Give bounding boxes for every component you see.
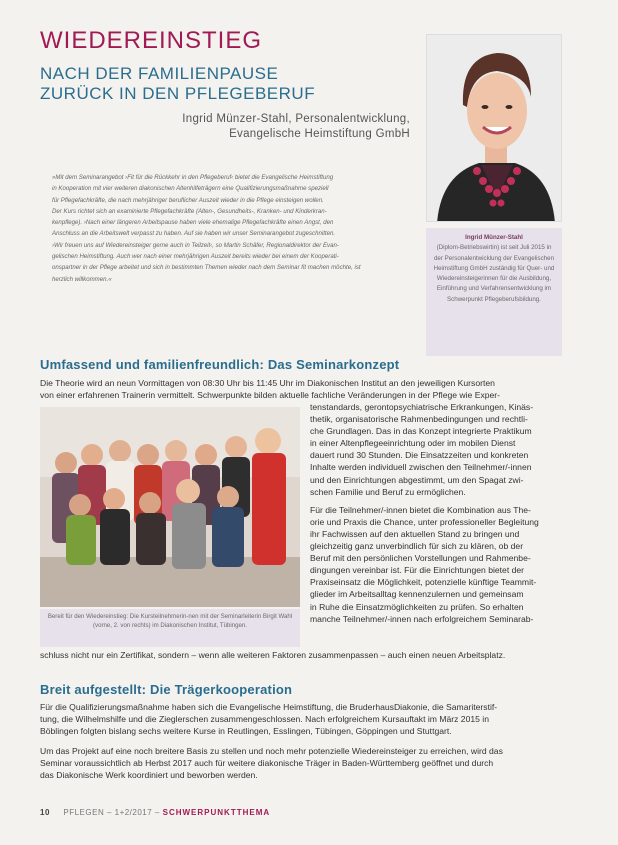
subtitle-line-1: NACH DER FAMILIENPAUSE (40, 64, 279, 83)
page-subtitle (40, 64, 315, 104)
page-title: WIEDEREINSTIEG (40, 27, 263, 54)
body-line: Die Theorie wird an neun Vormittagen von 08:30 Uhr bis 11:45 Uhr im Diakonischen Institut an den jeweiligen Kursorten (40, 378, 495, 388)
body-line: ihr Fachwissen auf den aktuellen Stand zu bringen und (310, 528, 520, 539)
body-line: schen Familie und Beruf zu ermöglichen. (310, 486, 466, 497)
body-line: und den Einrichtungen abgestimmt, um den Spagat zwi- (310, 474, 524, 485)
body-line: dingungen vereinbar ist. Für die Einrichtungen bietet der (310, 565, 525, 576)
body-line: dauert rund 30 Stunden. Die Einsatzzeiten und konkreten (310, 450, 529, 461)
body-line: che Grundlagen. Das in das Konzept integrierte Praktikum (310, 426, 532, 437)
byline-line-1: Ingrid Münzer-Stahl, Personalentwicklung, (182, 113, 410, 125)
section-heading-seminarkonzept: Umfassend und familienfreundlich: Das Seminarkonzept (40, 357, 400, 372)
body-line: Böblingen folgten bislang sechs weitere Kurse in Reutlingen, Esslingen, Tübingen, Göppingen und Stuttgart. (40, 726, 452, 737)
body-line: gleichzeitig ganz unverbindlich für sich zu klären, ob der (310, 541, 524, 552)
intro-line: Der Kurs richtet sich an examinierte Pflegefachkräfte (Alten-, Gesundheits-, Kranken- und Kinderkran- (52, 207, 327, 215)
topic-label: SCHWERPUNKTTHEMA (162, 808, 271, 817)
body-line: Für die Teilnehmer/-innen bietet die Kombination aus The- (310, 504, 531, 515)
intro-line: onspartner in der Pflege arbeitet und sich in bestimmten Themen wieder nach dem Seminar fit machen möchte, ist (52, 264, 361, 272)
body-line: thetik, organisatorische Rahmenbedingungen und rechtli- (310, 414, 528, 425)
author-portrait (426, 34, 562, 222)
subtitle-line-2: ZURÜCK IN DEN PFLEGEBERUF (40, 84, 316, 103)
author-byline (90, 112, 410, 142)
caption-author-bio: (Diplom-Betriebswirtin) ist seit Juli 2015 in der Personalentwicklung der Evangelischen Heimstiftung GmbH zuständig für Quer- und Wiedereinsteigerinnen für die Ausbildung, Einführung und Verfahrensentwicklung im Schwerpunkt Pflegeberufsbildung. (433, 244, 555, 303)
group-photo-caption: Bereit für den Wiedereinstieg: Die Kursteilnehmerin-nen mit der Seminarleiterin Birgit Wahl (vorne, 2. von rechts) im Diakonischen Institut, Tübingen. (40, 609, 300, 647)
portrait-image (427, 35, 562, 222)
body-line: Um das Projekt auf eine noch breitere Basis zu stellen und noch mehr potenzielle Wiedereinsteiger zu erreichen, wird das (40, 746, 503, 756)
body-line: glieder im Arbeitsalltag kennenzulernen und gemeinsam (310, 589, 524, 600)
body-line: Praxiseinsatz die Möglichkeit, potenzielle künftige Teammit- (310, 577, 537, 588)
intro-line: kenpflege). ›Nach einer längeren Arbeitspause haben viele ehemalige Pflegefachkräfte einen Angst, den (52, 219, 334, 227)
body-line: in Ruhe die Einsatzmöglichkeiten zu prüfen. So erhalten (310, 601, 524, 612)
body-line: Seminar voraussichtlich ab Herbst 2017 auch für weitere diakonische Träger in Baden-Württemberg geöffnet und durch (40, 758, 494, 769)
caption-author-name: Ingrid Münzer-Stahl (465, 234, 523, 241)
intro-line: in Kooperation mit vier weiteren diakonischen Altenhilfeträgern eine Qualifizierungsmaßnahme speziell (52, 185, 329, 193)
intro-line: herzlich willkommen.« (52, 275, 112, 283)
intro-line: Anschluss an die Arbeitswelt verpasst zu haben. Auf sie haben wir unser Seminarangebot zugeschnitten. (52, 230, 336, 238)
group-photo (40, 407, 300, 607)
body-line: Inhalte werden individuell zwischen den Teilnehmer/-innen (310, 462, 532, 473)
intro-line: gelischen Heimstiftung. Auch wer nach einer mehrjährigen Auszeit bereits wieder bei einem der Kooperati- (52, 253, 339, 261)
intro-paragraph (52, 172, 412, 285)
section-heading-traegerkooperation: Breit aufgestellt: Die Trägerkooperation (40, 682, 293, 697)
issue-label: PFLEGEN – 1+2/2017 – (63, 808, 160, 817)
body-line: in einer Altenpflegeeinrichtung oder im mobilen Dienst (310, 438, 516, 449)
body-line: tenstandards, gerontopsychiatrische Erkrankungen, Kinäs- (310, 402, 534, 412)
body-line: das Diakonische Werk koordiniert und beworben werden. (40, 770, 258, 781)
page-footer (40, 808, 270, 817)
page-number: 10 (40, 808, 50, 817)
body-line: Beruf mit den persönlichen Vorstellungen und Rahmenbe- (310, 553, 531, 564)
section1-right-column (310, 401, 580, 625)
body-line: Für die Qualifizierungsmaßnahme haben sich die Evangelische Heimstiftung, die BruderhausDiakonie, die Samariterstif- (40, 702, 498, 712)
section1-intro-lines (40, 377, 580, 401)
author-caption (426, 228, 562, 356)
body-line: manche Teilnehmer/-innen nach erfolgreichem Seminarab- (310, 613, 534, 624)
byline-line-2: Evangelische Heimstiftung GmbH (229, 128, 410, 140)
body-line: tung, die Wilhelmshilfe und die Zieglerschen zusammengeschlossen. Nach erfolgreichem Kursauftakt im März 2015 in (40, 714, 489, 725)
section2-paragraph-1 (40, 701, 580, 737)
group-photo-image (40, 407, 300, 607)
body-line: von einer erfahrenen Trainerin vermittelt. Schwerpunkte bilden aktuelle fachliche Veränderungen in der Pflege wie Exper- (40, 390, 501, 401)
body-line: orie und Praxis die Chance, unter professioneller Begleitung (310, 516, 539, 527)
section2-paragraph-2 (40, 745, 580, 781)
section1-last-line: schluss nicht nur ein Zertifikat, sondern – wenn alle weiteren Faktoren zusammenpassen – auch einen neuen Arbeitsplatz. (40, 650, 506, 660)
intro-line: ›Wir freuen uns auf Wiedereinsteiger gerne auch in Teilzeit‹, so Martin Schäfer, Regionaldirektor der Evan- (52, 241, 339, 249)
intro-line: »Mit dem Seminarangebot ›Fit für die Rückkehr in den Pflegeberuf‹ bietet die Evangelische Heimstiftung (52, 174, 334, 181)
intro-line: für Pflegefachkräfte, die nach mehrjähriger beruflicher Auszeit wieder in die Pflege einsteigen wollen. (52, 196, 324, 204)
